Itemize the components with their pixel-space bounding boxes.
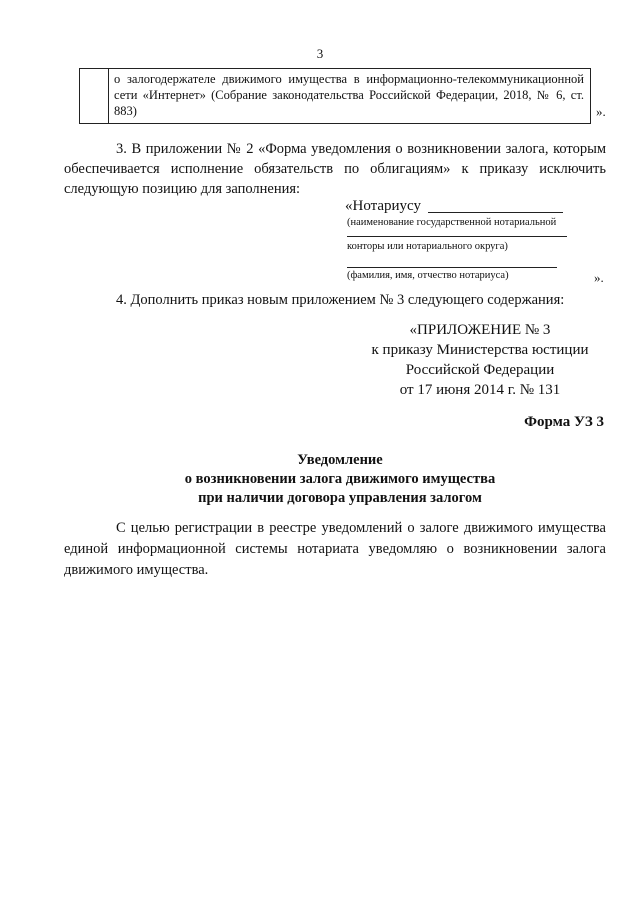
table-divider xyxy=(108,69,109,123)
notary-close-quote: ». xyxy=(594,270,604,285)
table-fragment xyxy=(79,68,591,124)
appendix-line-3: Российской Федерации xyxy=(405,362,555,378)
page-number: 3 xyxy=(316,46,324,61)
title-line-2: о возникновении залога движимого имущества xyxy=(184,471,496,487)
item-3-paragraph: 3. В приложении № 2 «Форма уведомления о возникновении залога, которым обеспечивается исполнение обязательств по облигациям» к приказу исключить следующую позицию для заполнения: xyxy=(64,141,606,197)
table-close-quote: ». xyxy=(596,104,606,119)
notary-blank-line-2 xyxy=(347,236,567,237)
notary-hint-2: конторы или нотариального округа) xyxy=(347,241,508,252)
appendix-line-1: «ПРИЛОЖЕНИЕ № 3 xyxy=(409,322,551,338)
notary-hint-1: (наименование государственной нотариальной xyxy=(347,217,557,228)
title-line-3: при наличии договора управления залогом xyxy=(198,490,482,506)
notary-blank-line xyxy=(428,212,563,213)
appendix-header xyxy=(370,320,590,400)
body-paragraph: С целью регистрации в реестре уведомлений о залоге движимого имущества единой информационной системы нотариата уведомляю о возникновении залога движимого имущества. xyxy=(64,520,606,578)
appendix-line-2: к приказу Министерства юстиции xyxy=(371,342,589,358)
document-title xyxy=(0,451,640,508)
item-4-paragraph: 4. Дополнить приказ новым приложением № 3 следующего содержания: xyxy=(116,292,565,308)
appendix-line-4: от 17 июня 2014 г. № 131 xyxy=(399,382,561,398)
notary-hint-3: (фамилия, имя, отчество нотариуса) xyxy=(347,270,509,281)
title-line-1: Уведомление xyxy=(297,452,383,468)
notary-blank-line-3 xyxy=(347,267,557,268)
notary-label: «Нотариусу xyxy=(345,198,422,214)
form-label: Форма УЗ 3 xyxy=(524,414,604,430)
table-cell-text: о залогодержателе движимого имущества в информационно-телекоммуникационной сети «Интернет» (Собрание законодательства Российской Федерации, 2018, № 6, ст. 883) xyxy=(114,72,584,118)
